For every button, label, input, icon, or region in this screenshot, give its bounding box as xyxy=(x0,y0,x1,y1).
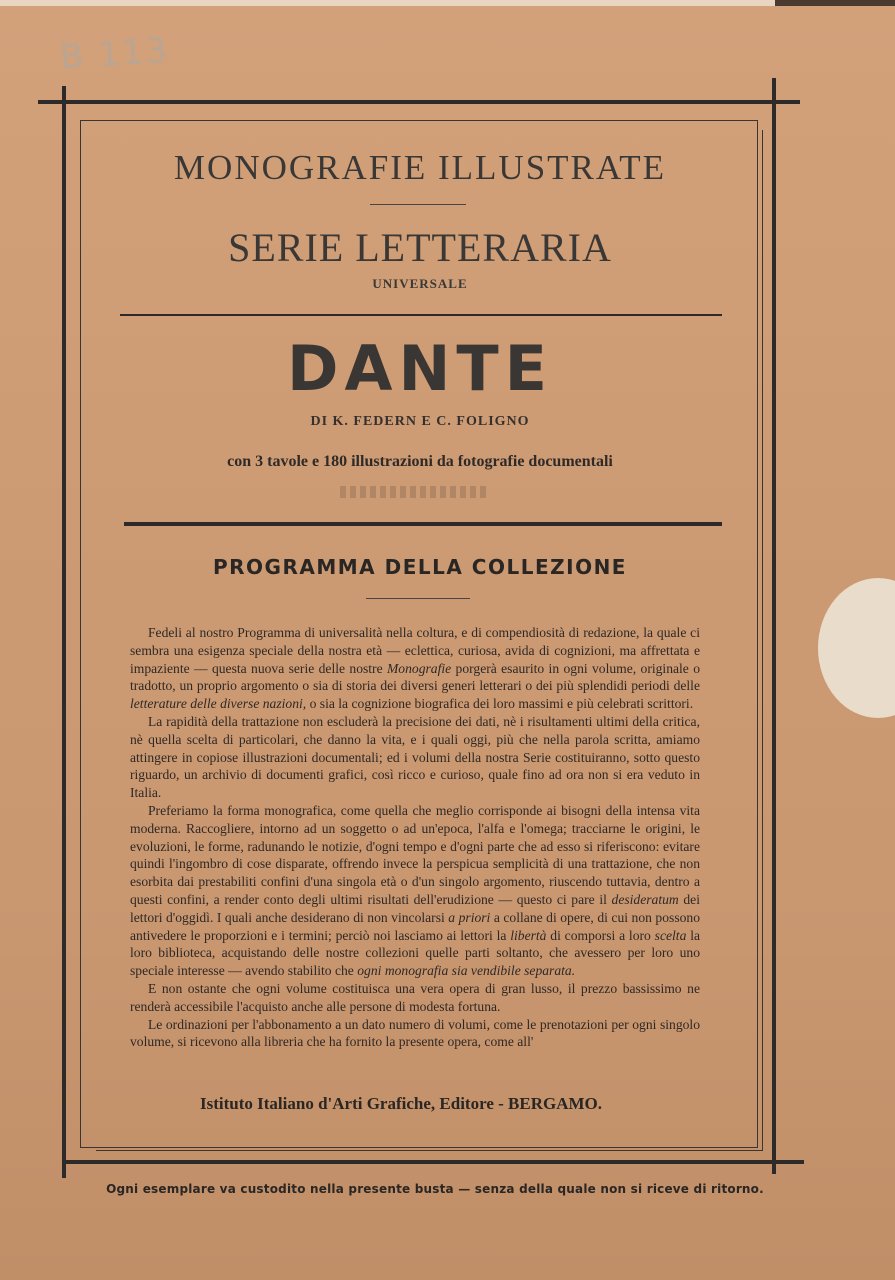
book-title: DANTE xyxy=(287,332,553,405)
divider-rule xyxy=(120,314,722,316)
paragraph-1: Fedeli al nostro Programma di universalità nella coltura, e di compendiosità di redazione, la quale ci sembra una esigenza speciale della nostra età — eclettica, curiosa, avida di cognizioni, ma affrettata e impaziente — questa nuova serie delle nostre Monografie porgerà esaurito in ogni volume, originale o tradotto, un proprio argomento o sia di storia dei diversi generi letterari o dei più splendidi periodi delle letterature delle diverse nazioni, o sia la cognizione biografica dei loro massimi e più celebrati scrittori. xyxy=(130,625,700,712)
illustrations-note: con 3 tavole e 180 illustrazioni da fotografie documentali xyxy=(227,453,613,470)
subseries-title: SERIE LETTERARIA xyxy=(228,225,612,270)
faint-stamp xyxy=(340,486,490,498)
divider-short-2 xyxy=(366,598,470,599)
pencil-mark: B 113 xyxy=(58,30,171,78)
series-title: MONOGRAFIE ILLUSTRATE xyxy=(173,148,667,187)
frame-line-bottom xyxy=(62,1160,804,1164)
paragraph-3: Preferiamo la forma monografica, come quella che meglio corrisponde ai bisogni della intensa vita moderna. Raccogliere, intorno ad un soggetto o ad un'epoca, l'alfa e l'omega; tracciarne le origini, le evoluzioni, le forme, radunando le notizie, d'ogni tempo e d'ogni parte che ad esso si riferiscono: evitare quindi l'ingombro di cose disparate, offrendo invece la perspicua semplicità di una trattazione, che non esorbita dai prestabiliti confini d'una singola età o d'un singolo argomento, riuscendo tuttavia, dentro a questi confini, a render conto degli ultimi risultati dell'erudizione — questo ci pare il desideratum dei lettori d'oggidì. I quali anche desiderano di non vincolarsi a priori a collane di opere, di cui non possono antivedere le proporzioni e i termini; perciò noi lasciamo ai lettori la libertà di comporsi a loro scelta la loro biblioteca, acquistando delle nostre collezioni quelle parti soltanto, che avessero per loro uno speciale interesse — avendo stabilito che ogni monografia sia vendibile separata. xyxy=(130,802,701,979)
subseries-note: UNIVERSALE xyxy=(372,276,468,291)
paragraph-2: La rapidità della trattazione non escluderà la precisione dei dati, nè i risultamenti ultimi della critica, nè quella scelta di particolari, che danno la vita, e i quali oggi, più che nella parola scritta, amiamo attingere in copiose illustrazioni documentali; ed i volumi della nostra Serie costituiranno, sotto questo riguardo, un archivio di documenti grafici, così ricco e curioso, quale fino ad ora non si era veduto in Italia. xyxy=(130,713,700,801)
frame-line-top xyxy=(38,100,800,104)
book-authors: DI K. FEDERN E C. FOLIGNO xyxy=(310,414,530,429)
paragraph-5: Le ordinazioni per l'abbonamento a un dato numero di volumi, come le prenotazioni per ogni singolo volume, si ricevono alla libreria che ha fornito la presente opera, come all' xyxy=(130,1016,700,1050)
programma-heading: PROGRAMMA DELLA COLLEZIONE xyxy=(213,555,627,579)
corner-tab xyxy=(775,0,895,6)
paragraph-4: E non ostante che ogni volume costituisca una vera opera di gran lusso, il prezzo bassissimo ne renderà accessibile l'acquisto anche alle persone di modesta fortuna. xyxy=(130,980,700,1014)
divider-thick xyxy=(124,522,722,526)
divider-short xyxy=(370,204,466,205)
programma-body xyxy=(130,624,700,1051)
frame-line-right xyxy=(772,78,776,1174)
top-edge xyxy=(0,0,895,6)
frame-line-left xyxy=(62,86,66,1178)
bottom-note: Ogni esemplare va custodito nella presente busta — senza della quale non si riceve di ritorno. xyxy=(106,1182,764,1196)
publisher-line: Istituto Italiano d'Arti Grafiche, Editore - BERGAMO. xyxy=(200,1094,602,1113)
